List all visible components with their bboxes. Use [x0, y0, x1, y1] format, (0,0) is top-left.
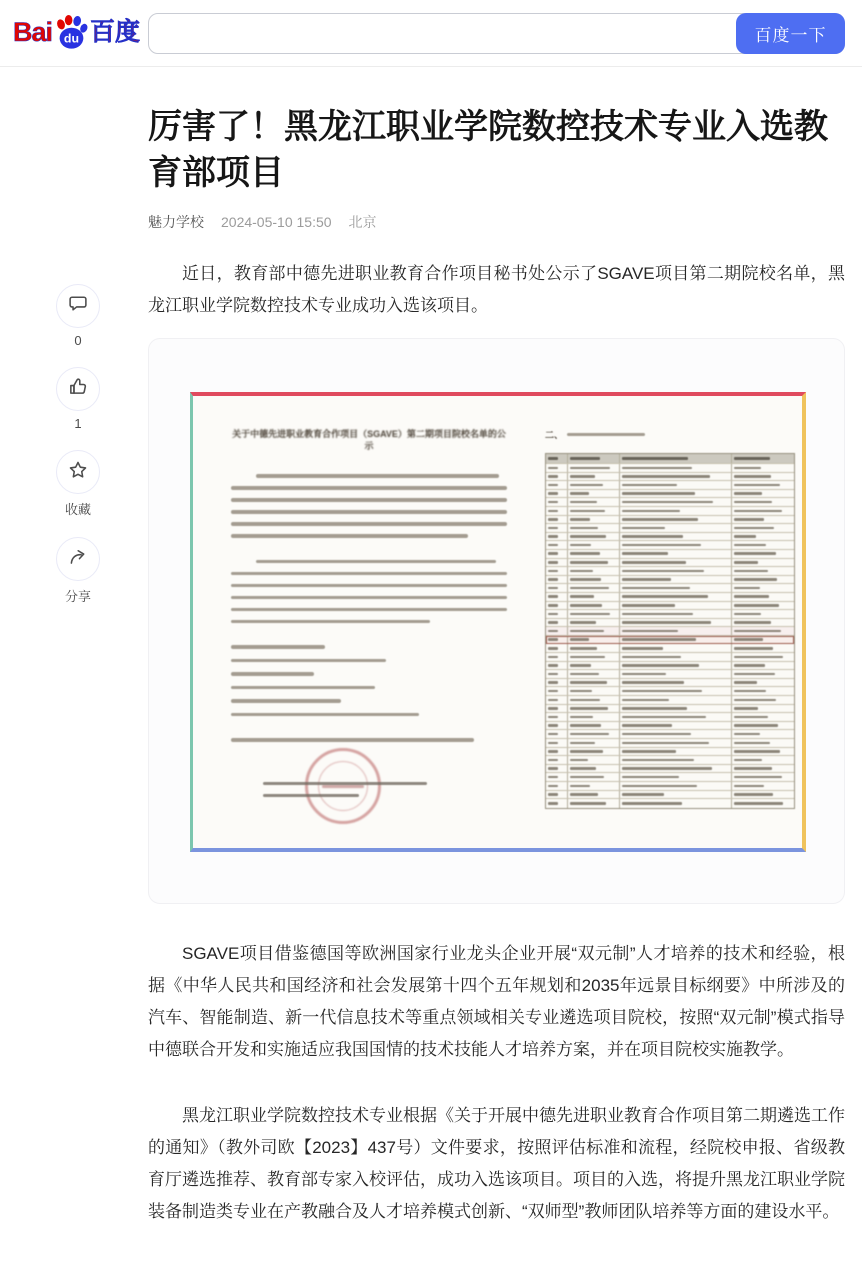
svg-text:du: du [63, 31, 80, 46]
doc-table-row [546, 670, 794, 679]
comment-action [54, 284, 102, 348]
doc-table-row [546, 644, 794, 653]
doc-table-row [546, 756, 794, 765]
paragraph-3: 黑龙江职业学院数控技术专业根据《关于开展中德先进职业教育合作项目第二期遴选工作的通知》（教外司欧【2023】437号）文件要求，按照评估标准和流程，经院校申报、省级教育厅遴选推荐、教育部专家入校评估，成功入选该项目。项目的入选，将提升黑龙江职业学院装备制造类专业在产教融合及人才培养模式创新、“双师型”教师团队培养等方面的建设水平。 [148, 1106, 845, 1221]
doc-table-row [546, 602, 794, 611]
doc-table-row [546, 713, 794, 722]
doc-table-row [546, 498, 794, 507]
doc-section-title-bar [567, 433, 645, 436]
share-button[interactable] [56, 537, 100, 581]
share-action [54, 537, 102, 605]
doc-table-row [546, 559, 794, 568]
like-count: 1 [74, 416, 82, 431]
baidu-paw-icon [53, 13, 89, 51]
doc-table-row [546, 679, 794, 688]
doc-table-row [546, 782, 794, 791]
doc-attachment-line [231, 738, 507, 742]
comment-icon [67, 293, 89, 320]
doc-table-row [546, 730, 794, 739]
doc-table-row [546, 610, 794, 619]
logo-text-bai: Bai [13, 17, 53, 47]
doc-table-row [546, 799, 794, 808]
doc-table-row [546, 507, 794, 516]
doc-table [545, 453, 795, 809]
doc-table-row [546, 481, 794, 490]
logo-text-chinese: 百度 [90, 18, 141, 46]
document-right-column [545, 428, 795, 809]
doc-signature-lines [263, 782, 463, 805]
doc-paragraph-lines-1 [231, 474, 507, 538]
doc-table-row [546, 687, 794, 696]
doc-table-row [546, 653, 794, 662]
action-rail [54, 284, 102, 624]
doc-paragraph-lines-2 [231, 560, 507, 624]
doc-section-marker: 二、 [545, 430, 564, 440]
thumbs-up-icon [67, 376, 89, 403]
baidu-logo[interactable] [13, 13, 140, 51]
doc-table-row [546, 722, 794, 731]
doc-table-row [546, 516, 794, 525]
doc-contact-lines [231, 645, 507, 716]
document-photo [190, 392, 806, 852]
like-action [54, 367, 102, 431]
doc-table-row [546, 576, 794, 585]
document-content [193, 396, 802, 848]
doc-table-row [546, 705, 794, 714]
doc-table-row [546, 524, 794, 533]
publish-date: 2024-05-10 15:50 [221, 214, 332, 230]
doc-table-header-row [546, 454, 794, 464]
doc-table-row [546, 739, 794, 748]
article-image-card[interactable] [148, 338, 845, 904]
doc-table-row [546, 662, 794, 671]
document-title: 关于中德先进职业教育合作项目（SGAVE）第二期项目院校名单的公示 [232, 429, 506, 451]
doc-table-row [546, 490, 794, 499]
share-icon [67, 546, 89, 573]
doc-table-row [546, 533, 794, 542]
paragraph-1: 近日，教育部中德先进职业教育合作项目秘书处公示了SGAVE项目第二期院校名单，黑龙江职业学院数控技术专业成功入选该项目。 [148, 264, 845, 315]
publish-location: 北京 [348, 214, 377, 230]
search-bar [148, 13, 845, 54]
share-label: 分享 [64, 589, 91, 604]
like-button[interactable] [56, 367, 100, 411]
comment-button[interactable] [56, 284, 100, 328]
doc-table-row [546, 627, 794, 636]
author-name[interactable]: 魅力学校 [148, 214, 204, 230]
doc-table-row [546, 550, 794, 559]
doc-table-row [546, 473, 794, 482]
doc-table-row [546, 584, 794, 593]
favorite-button[interactable] [56, 450, 100, 494]
search-button[interactable]: 百度一下 [736, 13, 845, 54]
paragraph-2: SGAVE项目借鉴德国等欧洲国家行业龙头企业开展“双元制”人才培养的技术和经验，根据《中华人民共和国经济和社会发展第十四个五年规划和2035年远景目标纲要》中所涉及的汽车、智能制造、新一代信息技术等重点领域相关专业遴选项目院校，按照“双元制”模式指导中德联合开发和实施适应我国国情的技术技能人才培养方案，并在项目院校实施教学。 [148, 944, 845, 1059]
doc-table-row [546, 636, 794, 645]
baidu-header [0, 0, 862, 67]
star-icon [67, 459, 89, 486]
doc-section-heading [545, 428, 795, 441]
doc-table-row [546, 464, 794, 473]
doc-table-row [546, 541, 794, 550]
doc-table-row [546, 593, 794, 602]
doc-table-row [546, 765, 794, 774]
favorite-action [54, 450, 102, 518]
doc-table-row [546, 773, 794, 782]
article-title: 厉害了！黑龙江职业学院数控技术专业入选教育部项目 [148, 108, 828, 192]
doc-table-row [546, 748, 794, 757]
favorite-label: 收藏 [64, 502, 91, 517]
article-meta [148, 212, 845, 232]
document-left-column [231, 428, 507, 750]
doc-table-row [546, 567, 794, 576]
doc-table-row [546, 696, 794, 705]
article [148, 68, 845, 1228]
doc-table-row [546, 619, 794, 628]
comment-count: 0 [74, 333, 82, 348]
doc-table-row [546, 791, 794, 800]
